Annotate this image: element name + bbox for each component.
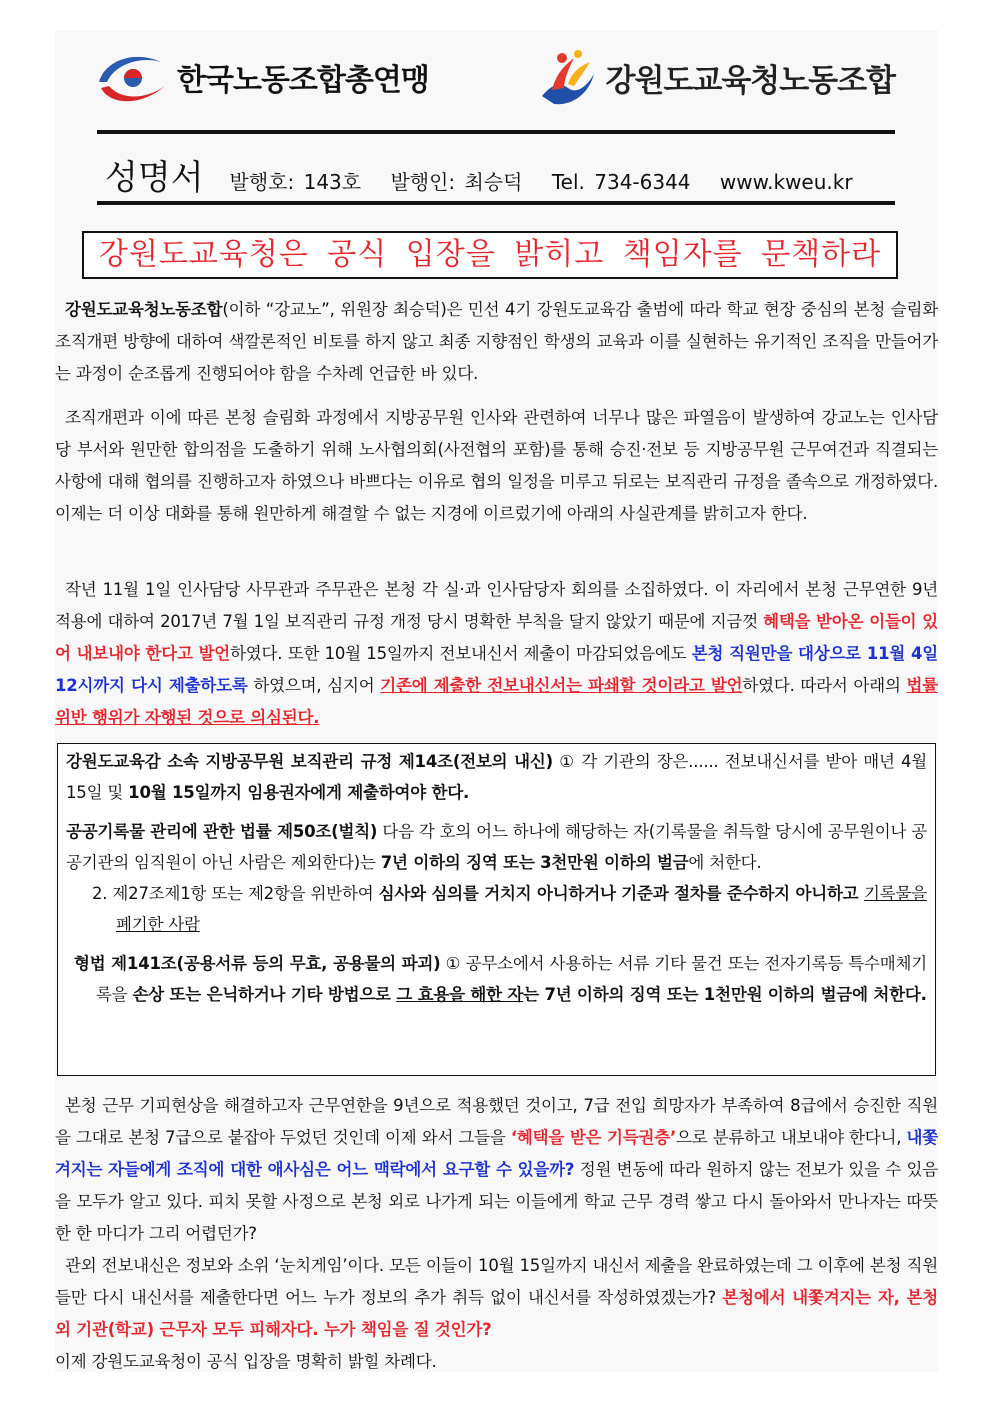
fktu-logo xyxy=(95,46,429,108)
law-1-text: ① 각 기관의 장은...... 전보내신서를 받아 매년 4월 15일 및 xyxy=(66,752,927,802)
p3-highlight-violation: 법률 위반 행위가 자행된 것으로 의심된다. xyxy=(55,676,938,727)
p4-text-c: 으로 분류하고 내보내야 한다니, xyxy=(676,1128,907,1147)
issue-number: 발행호: 143호 xyxy=(229,170,362,194)
law-2-item-2 xyxy=(66,878,927,940)
paragraph-2-text: 조직개편과 이에 따른 본청 슬림화 과정에서 지방공무원 인사와 관련하여 너무나 많은 파열음이 발생하여 강교노는 인사담당 부서와 원만한 합의점을 도출하기 위해 노사협의회(사전협의 포함)를 통해 승진·전보 등 지방공무원 근무여건과 직결되는 사항에 대해 협의를 진행하고자 하였으나 바쁘다는 이유로 협의 일정을 미루고 뒤로는 보직관리 규정을 졸속으로 개정하였다. 이제는 더 이상 대화를 통해 원만하게 해결할 수 없는 지경에 이르렀기에 아래의 사실관계를 밝히고자 한다. xyxy=(55,408,938,523)
p4-highlight-privileged: ‘혜택을 받은 기득권층’ xyxy=(510,1128,677,1147)
p5-text-a: 관외 전보내신은 정보와 소위 ‘눈치게임’이다. 모든 이들이 10월 15일까지 내신서 제출을 완료하였는데 그 이후에 본청 직원들만 다시 내신서를 제출한다면 어느 누가 정보의 추가 취득 없이 내신서를 작성하였겠는가? xyxy=(55,1256,938,1307)
law-3 xyxy=(66,948,927,1010)
law-3-title: 형법 제141조(공용서류 등의 무효, 공용물의 파괴) xyxy=(74,954,441,973)
law-2-text-end: 에 처한다. xyxy=(688,853,762,872)
union-name: 강원도교육청노동조합 xyxy=(65,300,223,319)
closing-line: 이제 강원도교육청이 공식 입장을 명확히 밝힐 차례다. xyxy=(55,1352,437,1371)
paragraph-5 xyxy=(55,1250,938,1346)
law-1 xyxy=(66,746,927,808)
paragraph-1-text: (이하 “강교노”, 위원장 최승덕)은 민선 4기 강원도교육감 출범에 따라 학교 현장 중심의 본청 슬림화 조직개편 방향에 대하여 색깔론적인 비토를 하지 않고 최종 지향점인 학생의 교육과 이를 실현하는 유기적인 조직을 만들어가는 과정이 순조롭게 진행되어야 함을 수차례 언급한 바 있다. xyxy=(55,300,938,383)
paragraph-2 xyxy=(55,402,938,530)
p3-text-c: 하였다. 또한 10월 15일까지 전보내신서 제출이 마감되었음에도 xyxy=(230,644,692,663)
p4-text-a: 본청 근무 기피현상을 해결하고자 근무연한을 9년으로 적용했던 것이고, 7급 전입 희망자가 부족하여 8급에서 승진한 직원을 그대로 본청 7급으로 붙잡아 두었던 것인데 이제 와서 그들을 xyxy=(55,1096,938,1147)
paragraph-6 xyxy=(55,1346,938,1378)
kweu-logo xyxy=(534,44,895,110)
header xyxy=(95,44,895,116)
telephone: Tel. 734-6344 xyxy=(551,170,691,194)
law-3-bold: 손상 또는 은닉하거나 기타 방법으로 xyxy=(132,985,397,1004)
law-2-text: 다음 각 호의 어느 하나에 해당하는 자(기록물을 취득할 당시에 공무원이나 공공기관의 임직원이 아닌 사람은 제외한다)는 xyxy=(66,822,928,872)
p3-highlight-shred: 기존에 제출한 전보내신서는 파쇄할 것이라고 발언 xyxy=(380,676,743,695)
law-3-text: ① 공무소에서 사용하는 서류 기타 물건 또는 전자기록등 특수매체기록을 xyxy=(96,954,928,1004)
law-2-item-text: 2. 제27조제1항 또는 제2항을 위반하여 xyxy=(92,884,379,903)
fkt-logo-icon xyxy=(95,48,169,106)
headline: 강원도교육청은 공식 입장을 밝히고 책임자를 문책하라 xyxy=(82,231,898,279)
p4-text-e: 정원 변동에 따라 원하지 않는 전보가 있을 수 있음을 모두가 알고 있다. 피치 못할 사정으로 본청 외로 나가게 되는 이들에게 학교 근무 경력 쌓고 다시 돌아와서 만나자는 따뜻한 한 마디가 그리 어렵던가? xyxy=(55,1160,939,1243)
p3-text-g: 하였다. 따라서 아래의 xyxy=(742,676,907,695)
law-2-item-bold: 심사와 심의를 거치지 아니하거나 기준과 절차를 준수하지 아니하고 xyxy=(378,884,865,903)
statement-title: 성명서 xyxy=(105,158,204,198)
p5-highlight-victims: 본청에서 내쫓겨지는 자, 본청 외 기관(학교) 근무자 모두 피해자다. 누가 책임을 질 것인가? xyxy=(55,1288,938,1339)
p3-highlight-remark: 혜택을 받아온 이들이 있어 내보내야 한다고 발언 xyxy=(55,612,938,663)
law-2-title: 공공기록물 관리에 관한 법률 제50조(벌칙) xyxy=(66,822,378,841)
publisher: 발행인: 최승덕 xyxy=(390,170,523,194)
law-1-title: 강원도교육감 소속 지방공무원 보직관리 규정 제14조(전보의 내신) xyxy=(66,752,553,771)
law-2-penalty: 7년 이하의 징역 또는 3천만원 이하의 벌금 xyxy=(380,853,689,872)
law-3-penalty: 는 7년 이하의 징역 또는 1천만원 이하의 벌금에 처한다. xyxy=(523,985,927,1004)
website-link[interactable]: www.kweu.kr xyxy=(719,170,853,194)
p3-text-a: 작년 11월 1일 인사담당 사무관과 주무관은 본청 각 실·과 인사담당자 회의를 소집하였다. 이 자리에서 본청 근무연한 9년 적용에 대하여 2017년 7월 1일 보직관리 규정 개정 당시 명확한 부칙을 달지 않았기 때문에 지금껏 xyxy=(55,580,938,631)
paragraph-1 xyxy=(55,294,938,390)
masthead-rule-bottom xyxy=(97,201,895,205)
right-org-name: 강원도교육청노동조합 xyxy=(605,62,895,99)
masthead-info xyxy=(230,166,853,195)
law-1-deadline: 10월 15일까지 임용권자에게 제출하여야 한다. xyxy=(128,783,470,802)
law-2 xyxy=(66,816,927,878)
p4-highlight-loyalty: 내쫓겨지는 자들에게 조직에 대한 애사심은 어느 맥락에서 요구할 수 있을까? xyxy=(55,1128,938,1179)
paragraph-3 xyxy=(55,574,938,734)
masthead-rule-top xyxy=(97,130,895,134)
p3-highlight-resubmit: 본청 직원만을 대상으로 11월 4일 12시까지 다시 제출하도록 xyxy=(55,644,939,695)
p3-text-e: 하였으며, 심지어 xyxy=(247,676,381,695)
law-3-underline: 그 효용을 해한 자 xyxy=(396,985,524,1004)
law-2-item-underline: 기록물을 폐기한 사람 xyxy=(116,884,927,934)
law-excerpt-box xyxy=(57,743,936,1076)
kweu-logo-icon xyxy=(534,44,600,110)
masthead xyxy=(105,150,895,196)
left-org-name: 한국노동조합총연맹 xyxy=(177,63,429,98)
paragraph-4 xyxy=(55,1090,938,1250)
